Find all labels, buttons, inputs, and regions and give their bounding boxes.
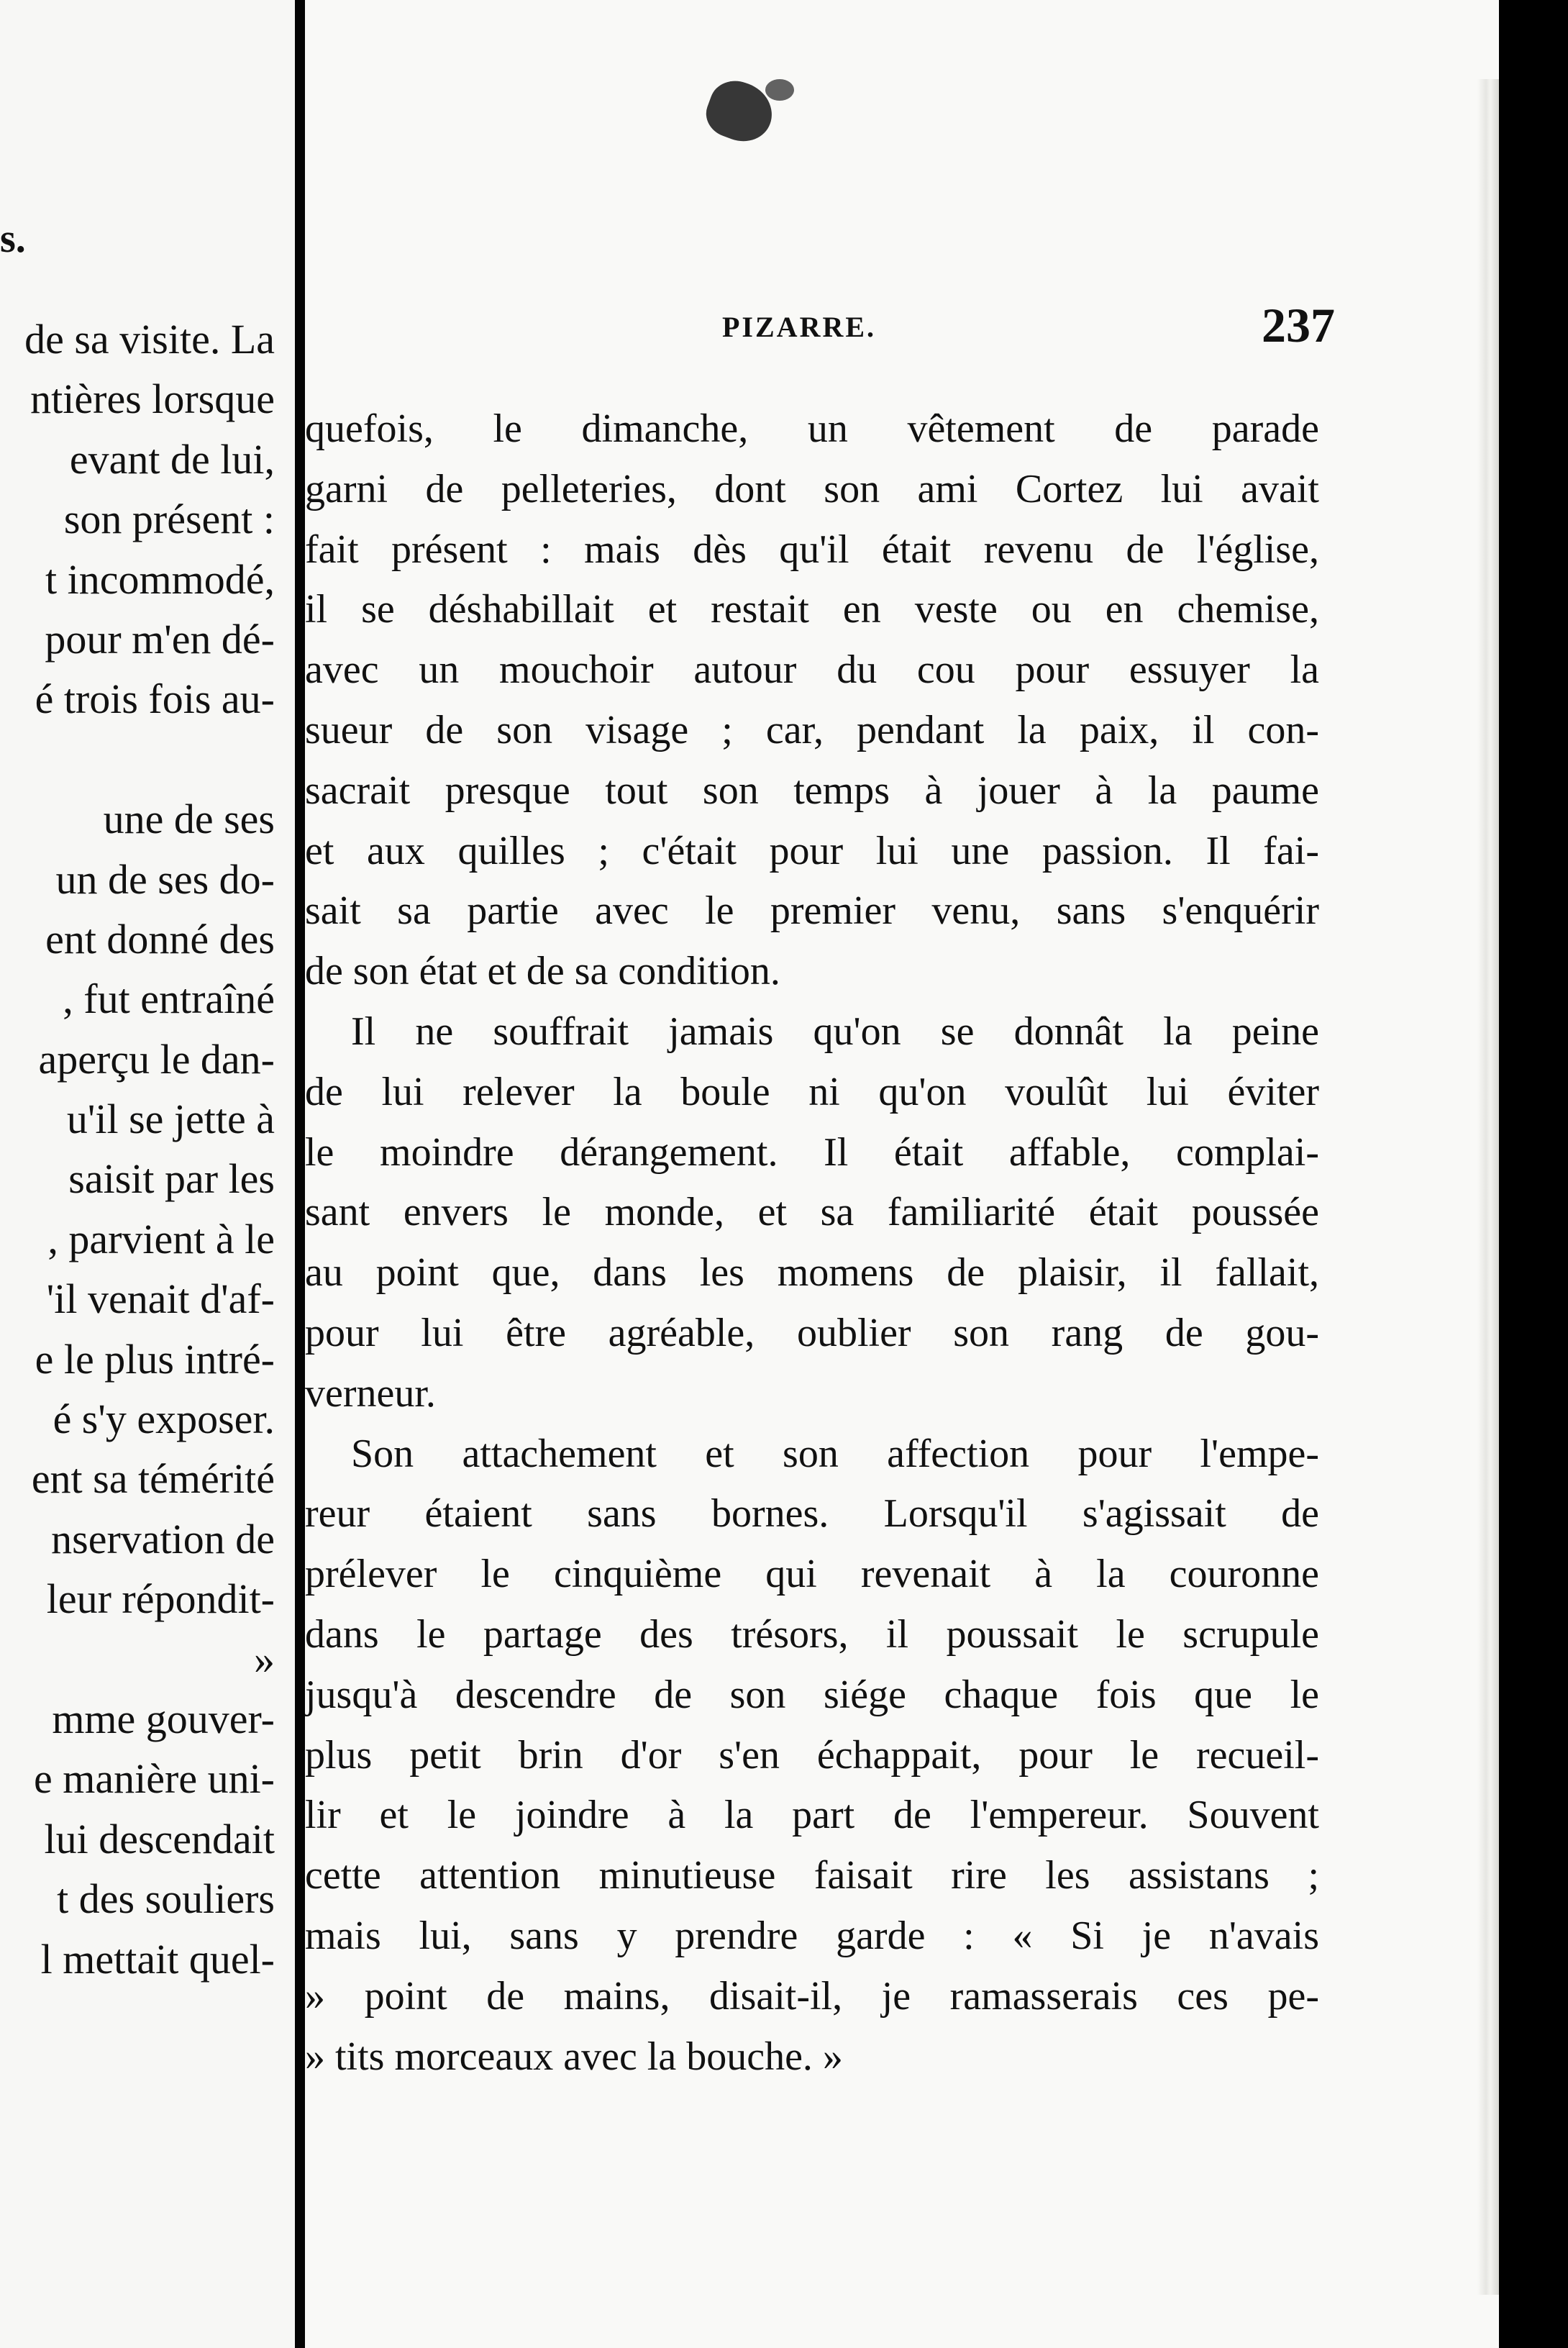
text-line: mais lui, sans y prendre garde : « Si je n'avais [305, 1913, 1319, 1958]
text-line: sueur de son visage ; car, pendant la paix, il con- [305, 707, 1319, 752]
text-line: au point que, dans les momens de plaisir, il fallait, [305, 1250, 1319, 1296]
text-line: » point de mains, disait-il, je ramasserais ces pe- [305, 1973, 1319, 2019]
text-line: plus petit brin d'or s'en échappait, pour le recueil- [305, 1732, 1319, 1778]
ink-blot [765, 79, 794, 101]
left-text-line: leur répondit- [46, 1575, 275, 1623]
left-text-line: lui descendait [44, 1815, 275, 1862]
left-text-line: e manière uni- [34, 1755, 275, 1803]
left-page-text [0, 309, 275, 1989]
left-text-line: pour m'en dé- [45, 615, 275, 663]
left-text-line: mme gouver- [52, 1695, 275, 1742]
body-text [305, 399, 1319, 2087]
left-text-line: 'il venait d'af- [46, 1275, 275, 1323]
left-text-line: , parvient à le [47, 1215, 275, 1262]
text-line: lir et le joindre à la part de l'empereur. Souvent [305, 1793, 1319, 1838]
left-text-line: » [254, 1635, 275, 1683]
previous-page-fragment [0, 0, 295, 2348]
text-line: Il ne souffrait jamais qu'on se donnât la peine [351, 1009, 1319, 1054]
left-text-line: ent donné des [45, 915, 275, 963]
page-edge [1477, 79, 1499, 2295]
left-text-line: t des souliers [57, 1875, 275, 1923]
left-text-line: e le plus intré- [35, 1335, 275, 1383]
text-line: de lui relever la boule ni qu'on voulût lui éviter [305, 1069, 1319, 1114]
left-text-line: ent sa témérité [31, 1455, 275, 1503]
left-text-line: une de ses [103, 796, 275, 843]
text-line: prélever le cinquième qui revenait à la couronne [305, 1552, 1319, 1597]
page-number: 237 [1262, 298, 1335, 352]
left-text-line: saisit par les [68, 1155, 275, 1203]
text-line: sait sa partie avec le premier venu, sans s'enquérir [305, 888, 1319, 934]
current-page [305, 0, 1499, 2348]
text-line: le moindre dérangement. Il était affable, complai- [305, 1129, 1319, 1175]
text-line: jusqu'à descendre de son siége chaque fois que le [305, 1672, 1319, 1717]
text-line: avec un mouchoir autour du cou pour essuyer la [305, 647, 1319, 693]
text-line: et aux quilles ; c'était pour lui une passion. Il fai- [305, 828, 1319, 873]
left-text-line: nservation de [51, 1515, 275, 1562]
left-text-line: ntières lorsque [30, 376, 275, 423]
text-line: Son attachement et son affection pour l'empe- [351, 1431, 1319, 1476]
left-page-header: s. [0, 217, 26, 261]
text-line: sant envers le monde, et sa familiarité était poussée [305, 1190, 1319, 1235]
left-text-line [0, 729, 275, 789]
left-text-line: l mettait quel- [40, 1935, 275, 1983]
left-text-line: son présent : [63, 496, 275, 543]
text-line: cette attention minutieuse faisait rire les assistans ; [305, 1853, 1319, 1898]
book-gutter [295, 0, 305, 2348]
left-text-line: , fut entraîné [63, 975, 275, 1023]
left-text-line: u'il se jette à [66, 1096, 275, 1143]
left-text-line: evant de lui, [69, 435, 275, 483]
text-line: pour lui être agréable, oublier son rang de gou- [305, 1310, 1319, 1355]
left-text-line: é s'y exposer. [53, 1396, 275, 1443]
left-text-line: un de ses do- [55, 855, 275, 903]
text-line: quefois, le dimanche, un vêtement de parade [305, 406, 1319, 451]
text-line: reur étaient sans bornes. Lorsqu'il s'agissait de [305, 1491, 1319, 1537]
left-text-line: é trois fois au- [35, 675, 275, 723]
running-title: PIZARRE. [722, 311, 877, 343]
text-line: garni de pelleteries, dont son ami Cortez lui avait [305, 466, 1319, 511]
text-line: il se déshabillait et restait en veste ou en chemise, [305, 587, 1319, 632]
text-line: dans le partage des trésors, il poussait le scrupule [305, 1611, 1319, 1657]
text-line: fait présent : mais dès qu'il était revenu de l'église, [305, 527, 1319, 572]
left-text-line: t incommodé, [45, 555, 275, 603]
text-line: sacrait presque tout son temps à jouer à la paume [305, 768, 1319, 813]
left-text-line: de sa visite. La [24, 316, 275, 363]
text-line: » tits morceaux avec la bouche. » [305, 2034, 843, 2079]
running-head [305, 298, 1335, 352]
text-line: verneur. [305, 1370, 436, 1416]
left-text-line: aperçu le dan- [38, 1035, 275, 1083]
text-line: de son état et de sa condition. [305, 949, 780, 994]
